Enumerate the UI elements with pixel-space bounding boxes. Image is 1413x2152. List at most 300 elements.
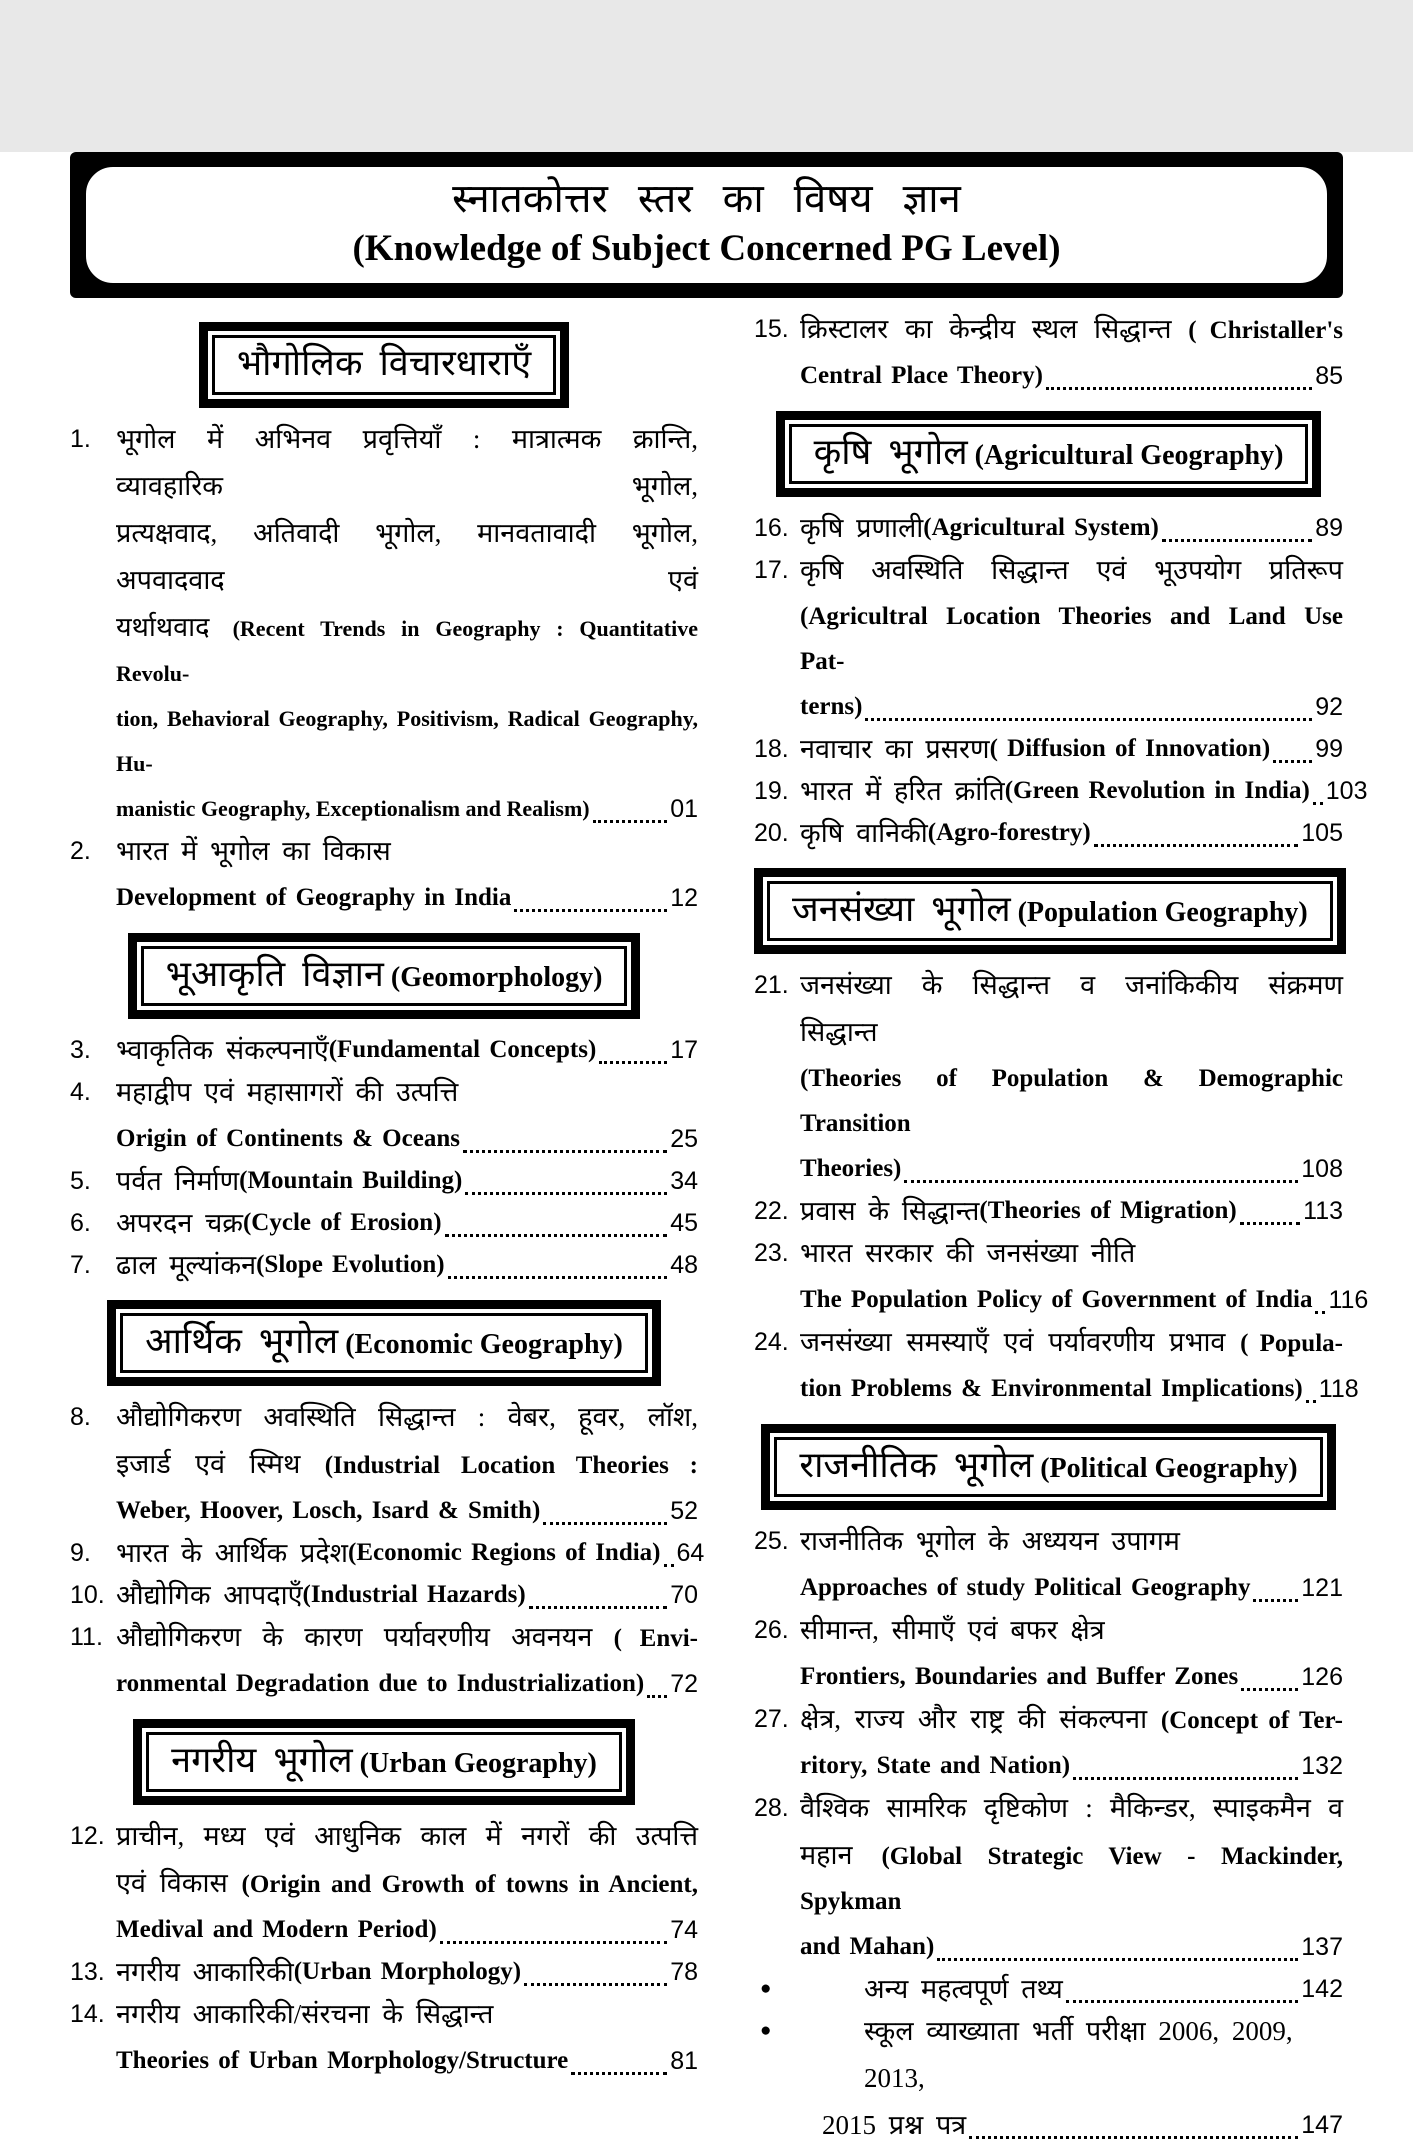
english-text: Development of Geography in India	[116, 884, 512, 911]
section-header	[767, 881, 1333, 941]
toc-line	[800, 1609, 1343, 1656]
hindi-text: प्रवास के सिद्धान्त	[800, 1196, 980, 1226]
english-text: (Industrial Location Theories :	[324, 1452, 698, 1479]
page-number: 132	[1301, 1752, 1343, 1780]
toc-item	[70, 1616, 698, 1705]
item-text	[800, 728, 1343, 770]
toc-line	[116, 2040, 698, 2082]
page-number: 12	[670, 884, 698, 912]
toc-line	[116, 1490, 698, 1532]
item-text	[116, 1574, 698, 1616]
english-text: Origin of Continents & Oceans	[116, 1125, 460, 1152]
toc-line	[116, 1244, 698, 1286]
hindi-text: भारत के आर्थिक प्रदेश	[116, 1538, 349, 1568]
page-number: 81	[670, 2047, 698, 2075]
page-number: 92	[1315, 693, 1343, 721]
english-text: Approaches of study Political Geography	[800, 1574, 1251, 1601]
item-number: 16.	[754, 514, 789, 542]
english-text: Theories of Urban Morphology/Structure	[116, 2047, 569, 2074]
toc-item	[70, 1951, 698, 1993]
page-number: 89	[1315, 514, 1343, 542]
toc-line	[800, 1232, 1343, 1279]
toc-line	[800, 728, 1343, 770]
toc-line	[800, 1787, 1343, 1834]
dot-leader	[969, 2104, 1298, 2139]
item-text	[800, 1520, 1343, 1609]
item-number: 28.	[754, 1794, 789, 1822]
english-text: (Agricultral Location Theories and Land Use Pat-	[800, 603, 1343, 675]
toc-line	[800, 549, 1343, 596]
item-number: 23.	[754, 1239, 789, 1267]
dot-leader	[448, 1244, 668, 1279]
item-number: 15.	[754, 315, 789, 343]
item-text	[116, 1815, 698, 1951]
dot-leader	[1073, 1745, 1298, 1780]
hindi-text: अन्य महत्वपूर्ण तथ्य	[864, 1974, 1063, 2004]
hindi-text: एवं विकास	[116, 1868, 242, 1898]
english-text: Theories)	[800, 1155, 902, 1182]
item-text	[116, 1951, 698, 1993]
toc-item	[754, 1698, 1343, 1787]
toc-line	[822, 1968, 1343, 2010]
toc-line	[800, 1058, 1343, 1148]
toc-item	[754, 308, 1343, 397]
hindi-text: नवाचार का प्रसरण	[800, 734, 990, 764]
toc-line	[116, 877, 698, 919]
toc-line	[116, 512, 698, 606]
toc-line	[116, 1396, 698, 1443]
section-header	[146, 1732, 622, 1792]
toc-item	[754, 1190, 1343, 1232]
item-text	[116, 1202, 698, 1244]
toc-item	[754, 507, 1343, 549]
toc-line	[116, 418, 698, 512]
dot-leader	[514, 877, 667, 912]
toc-item	[754, 1787, 1343, 1968]
english-text: (Origin and Growth of towns in Ancient,	[241, 1871, 698, 1898]
english-text: (Global Strategic View - Mackinder, Spykman	[800, 1843, 1343, 1915]
toc-line	[800, 1656, 1343, 1698]
english-text: manistic Geography, Exceptionalism and Realism)	[116, 796, 590, 821]
toc-item	[70, 1532, 705, 1574]
hindi-text: 2015 प्रश्न पत्र	[822, 2110, 967, 2140]
hindi-text: यर्थाथवाद	[116, 612, 233, 642]
toc-line	[800, 1520, 1343, 1567]
toc-line	[800, 1926, 1343, 1968]
english-text: (Theories of Population & Demographic Transition	[800, 1065, 1343, 1137]
item-text	[800, 812, 1343, 854]
english-text: (Industrial Hazards)	[302, 1581, 526, 1608]
english-text: The Population Policy of Government of India	[800, 1286, 1313, 1313]
dot-leader	[1066, 1968, 1299, 2003]
english-text: ( Popula-	[1240, 1330, 1343, 1357]
dot-leader	[524, 1951, 667, 1986]
toc-item	[70, 1993, 698, 2082]
hindi-text: नगरीय आकारिकी	[116, 1957, 294, 1987]
toc-item	[70, 830, 698, 919]
toc-line	[116, 1118, 698, 1160]
section-header	[212, 335, 556, 395]
dot-leader	[1306, 1368, 1316, 1403]
item-text	[800, 964, 1343, 1190]
dot-leader	[904, 1148, 1298, 1183]
dot-leader	[465, 1160, 667, 1195]
page-number: 147	[1301, 2111, 1343, 2139]
item-number: 24.	[754, 1328, 789, 1356]
toc-line	[116, 1616, 698, 1663]
hindi-text: क्रिस्टालर का केन्द्रीय स्थल सिद्धान्त	[800, 314, 1189, 344]
toc-item	[70, 1071, 698, 1160]
toc-line	[116, 1815, 698, 1862]
section-title-hindi: भौगोलिक विचारधाराएँ	[236, 343, 532, 383]
hindi-text: कृषि प्रणाली	[800, 513, 924, 543]
english-text: ( Envi-	[613, 1625, 698, 1652]
english-text: (Economic Regions of India)	[348, 1539, 661, 1566]
toc-line	[116, 1993, 698, 2040]
toc-item	[70, 1574, 698, 1616]
toc-line	[800, 1567, 1343, 1609]
toc-line	[116, 606, 698, 698]
section-header	[774, 1437, 1322, 1497]
section-title-hindi: कृषि भूगोल	[813, 432, 968, 472]
english-text: Weber, Hoover, Losch, Isard & Smith)	[116, 1497, 541, 1524]
toc-line	[800, 1279, 1369, 1321]
english-text: and Mahan)	[800, 1933, 935, 1960]
toc-item	[70, 1815, 698, 1951]
toc-bullet-item	[754, 2010, 1343, 2146]
toc-line	[116, 830, 698, 877]
page-number: 01	[670, 795, 698, 823]
english-text: Central Place Theory)	[800, 362, 1043, 389]
toc-item	[754, 549, 1343, 728]
dot-leader	[1094, 812, 1299, 847]
dot-leader	[1315, 1279, 1325, 1314]
toc-line	[800, 812, 1343, 854]
toc-line	[822, 2104, 1343, 2146]
dot-leader	[1240, 1190, 1300, 1225]
english-text: terns)	[800, 693, 863, 720]
dot-leader	[440, 1909, 667, 1944]
hindi-text: भारत में भूगोल का विकास	[116, 836, 391, 866]
english-text: (Agricultural System)	[923, 514, 1159, 541]
item-number: 2.	[70, 837, 91, 865]
item-text	[116, 1532, 705, 1574]
section-title-english: (Geomorphology)	[383, 962, 603, 993]
english-text: (Cycle of Erosion)	[242, 1209, 442, 1236]
section-title-hindi: आर्थिक भूगोल	[145, 1321, 339, 1361]
item-number: 25.	[754, 1527, 789, 1555]
hindi-text: स्कूल व्याख्याता भर्ती परीक्षा 2006, 2009, 2013,	[864, 2016, 1293, 2093]
section-header-box	[761, 1424, 1335, 1510]
item-text	[800, 1698, 1343, 1787]
item-number: 18.	[754, 735, 789, 763]
page-number: 70	[670, 1581, 698, 1609]
item-text	[800, 770, 1368, 812]
page-number: 121	[1301, 1574, 1343, 1602]
english-text: (Theories of Migration)	[979, 1197, 1237, 1224]
item-number: 14.	[70, 2000, 105, 2028]
hindi-text: सीमान्त, सीमाएँ एवं बफर क्षेत्र	[800, 1615, 1105, 1645]
page-number: 52	[670, 1497, 698, 1525]
english-text: ritory, State and Nation)	[800, 1752, 1071, 1779]
section-title-english: (Political Geography)	[1033, 1453, 1298, 1484]
page-number: 25	[670, 1125, 698, 1153]
toc-line	[116, 1202, 698, 1244]
title-card	[83, 164, 1330, 286]
dot-leader	[647, 1663, 667, 1698]
item-text	[116, 1396, 698, 1532]
toc-line	[800, 1148, 1343, 1190]
toc-line	[116, 1029, 698, 1071]
item-number: 6.	[70, 1209, 91, 1237]
toc-right-column	[754, 308, 1369, 2146]
section-header-box	[107, 1300, 661, 1386]
hindi-text: भारत में हरित क्रांति	[800, 776, 1005, 806]
item-text	[800, 1190, 1343, 1232]
section-header	[789, 424, 1309, 484]
section-header-box	[133, 1719, 635, 1805]
section-header	[120, 1313, 648, 1373]
toc-line	[800, 1745, 1343, 1787]
toc-line	[116, 1443, 698, 1490]
english-text: ronmental Degradation due to Industrialization)	[116, 1670, 645, 1697]
hindi-text: भूगोल में अभिनव प्रवृत्तियाँ : मात्रात्मक क्रान्ति, व्यावहारिक भूगोल,	[116, 424, 698, 501]
item-number: 5.	[70, 1167, 91, 1195]
dot-leader	[571, 2040, 667, 2075]
page-number: 137	[1301, 1933, 1343, 1961]
toc-line	[116, 698, 698, 788]
page-number: 126	[1301, 1663, 1343, 1691]
section-header-box	[754, 868, 1346, 954]
section-title-english: (Economic Geography)	[338, 1329, 623, 1360]
dot-leader	[529, 1574, 668, 1609]
item-number: 10.	[70, 1581, 105, 1609]
item-text	[116, 1616, 698, 1705]
item-text	[116, 1071, 698, 1160]
section-header-box	[128, 933, 641, 1019]
page-number: 113	[1303, 1197, 1343, 1225]
page-number: 108	[1301, 1155, 1343, 1183]
item-number: 13.	[70, 1958, 105, 1986]
hindi-text: अपरदन चक्र	[116, 1208, 243, 1238]
toc-line	[800, 308, 1343, 355]
toc-line	[116, 1951, 698, 1993]
toc-left-column	[70, 308, 705, 2146]
toc-line	[822, 2010, 1343, 2104]
toc-line	[116, 1663, 698, 1705]
hindi-text: पर्वत निर्माण	[116, 1166, 240, 1196]
dot-leader	[865, 686, 1312, 721]
page-number: 105	[1301, 819, 1343, 847]
toc-item	[70, 1160, 698, 1202]
hindi-text: प्राचीन, मध्य एवं आधुनिक काल में नगरों की उत्पत्ति	[116, 1821, 698, 1851]
english-text: (Green Revolution in India)	[1004, 777, 1310, 804]
page-number: 116	[1328, 1286, 1369, 1314]
toc-item	[70, 1202, 698, 1244]
toc-item	[70, 1396, 698, 1532]
dot-leader	[664, 1532, 674, 1567]
page-number: 34	[670, 1167, 698, 1195]
hindi-text: औद्योगिकरण के कारण पर्यावरणीय अवनयन	[116, 1622, 614, 1652]
hindi-text: औद्योगिकरण अवस्थिति सिद्धान्त : वेबर, हूवर, लॉश,	[116, 1402, 698, 1432]
hindi-text: प्रत्यक्षवाद, अतिवादी भूगोल, मानवतावादी भूगोल, अपवादवाद एवं	[116, 518, 698, 595]
section-title-hindi: भूआकृति विज्ञान	[165, 954, 384, 994]
page-number: 64	[676, 1539, 705, 1567]
toc-line	[800, 596, 1343, 686]
item-number: 22.	[754, 1197, 789, 1225]
toc-line	[116, 788, 698, 830]
item-text	[822, 1968, 1343, 2010]
hindi-text: भ्वाकृतिक संकल्पनाएँ	[116, 1035, 329, 1065]
page-number: 72	[670, 1670, 698, 1698]
section-title-hindi: जनसंख्या भूगोल	[792, 889, 1011, 929]
toc-item	[754, 1609, 1343, 1698]
dot-leader	[1253, 1567, 1298, 1602]
hindi-text: औद्योगिक आपदाएँ	[116, 1580, 303, 1610]
toc-line	[800, 964, 1343, 1058]
toc-line	[800, 1698, 1343, 1745]
dot-leader	[593, 788, 668, 823]
english-text: (Mountain Building)	[239, 1167, 463, 1194]
dot-leader	[1313, 770, 1323, 805]
toc-line	[116, 1862, 698, 1909]
hindi-text: कृषि वानिकी	[800, 818, 928, 848]
item-text	[800, 1787, 1343, 1968]
toc-item	[754, 1321, 1359, 1410]
item-number: 8.	[70, 1403, 91, 1431]
page-number: 99	[1315, 735, 1343, 763]
toc-columns	[70, 308, 1369, 2146]
toc-line	[800, 686, 1343, 728]
toc-line	[116, 1071, 698, 1118]
english-text: (Fundamental Concepts)	[328, 1036, 597, 1063]
toc-line	[800, 1190, 1343, 1232]
section-title-english: (Agricultural Geography)	[967, 440, 1284, 471]
page-number: 74	[670, 1916, 698, 1944]
dot-leader	[599, 1029, 667, 1064]
page-title-english: (Knowledge of Subject Concerned PG Level)	[352, 228, 1061, 269]
title-banner	[70, 152, 1343, 298]
item-number: 19.	[754, 777, 789, 805]
toc-item	[754, 728, 1343, 770]
item-number: 17.	[754, 556, 789, 584]
hindi-text: जनसंख्या के सिद्धान्त व जनांकिकीय संक्रमण सिद्धान्त	[800, 970, 1343, 1047]
page-number: 17	[670, 1036, 698, 1064]
page-number: 103	[1325, 777, 1368, 805]
english-text: (Urban Morphology)	[293, 1958, 522, 1985]
item-number: 11.	[70, 1623, 103, 1651]
book-toc-page	[0, 152, 1413, 2152]
bullet-icon: ●	[760, 1978, 772, 1999]
hindi-text: इजार्ड एवं स्मिथ	[116, 1449, 325, 1479]
english-text: tion Problems & Environmental Implications)	[800, 1375, 1303, 1402]
item-number: 4.	[70, 1078, 91, 1106]
section-header-box	[199, 322, 569, 408]
toc-line	[800, 507, 1343, 549]
toc-item	[754, 770, 1368, 812]
item-text	[116, 1160, 698, 1202]
item-text	[116, 1029, 698, 1071]
toc-line	[800, 1834, 1343, 1926]
english-text: ( Diffusion of Innovation)	[989, 735, 1271, 762]
item-text	[116, 1993, 698, 2082]
toc-line	[116, 1574, 698, 1616]
dot-leader	[1273, 728, 1312, 763]
item-text	[116, 418, 698, 830]
bullet-icon: ●	[760, 2020, 772, 2041]
section-header	[141, 946, 628, 1006]
page-number: 85	[1315, 362, 1343, 390]
dot-leader	[1162, 507, 1312, 542]
item-number: 21.	[754, 971, 789, 999]
item-text	[800, 1321, 1359, 1410]
item-text	[800, 1609, 1343, 1698]
section-title-hindi: नगरीय भूगोल	[171, 1740, 353, 1780]
english-text: ( Christaller's	[1188, 317, 1343, 344]
toc-item	[70, 1029, 698, 1071]
item-number: 9.	[70, 1539, 91, 1567]
dot-leader	[1046, 355, 1312, 390]
toc-line	[116, 1532, 705, 1574]
toc-item	[754, 1520, 1343, 1609]
toc-line	[800, 355, 1343, 397]
english-text: (Agro-forestry)	[927, 819, 1091, 846]
item-text	[116, 1244, 698, 1286]
item-text	[116, 830, 698, 919]
toc-line	[800, 1321, 1343, 1368]
item-text	[800, 308, 1343, 397]
toc-item	[754, 1232, 1369, 1321]
page-number: 48	[670, 1251, 698, 1279]
item-text	[800, 549, 1343, 728]
item-number: 12.	[70, 1822, 105, 1850]
english-text: Medival and Modern Period)	[116, 1916, 437, 1943]
page-number: 118	[1318, 1375, 1359, 1403]
section-title-english: (Urban Geography)	[352, 1748, 597, 1779]
hindi-text: राजनीतिक भूगोल के अध्ययन उपागम	[800, 1526, 1180, 1556]
hindi-text: वैश्विक सामरिक दृष्टिकोण : मैकिन्डर, स्पाइकमैन व	[800, 1793, 1343, 1823]
hindi-text: क्षेत्र, राज्य और राष्ट्र की संकल्पना	[800, 1704, 1161, 1734]
item-text	[800, 1232, 1369, 1321]
section-title-hindi: राजनीतिक भूगोल	[799, 1445, 1034, 1485]
item-number: 1.	[70, 425, 91, 453]
item-number: 27.	[754, 1705, 789, 1733]
hindi-text: नगरीय आकारिकी/संरचना के सिद्धान्त	[116, 1999, 494, 2029]
hindi-text: भारत सरकार की जनसंख्या नीति	[800, 1238, 1136, 1268]
section-title-english: (Population Geography)	[1010, 897, 1308, 928]
dot-leader	[445, 1202, 668, 1237]
dot-leader	[543, 1490, 667, 1525]
page-number: 45	[670, 1209, 698, 1237]
english-text: (Recent Trends in Geography : Quantitative Revolu-	[116, 616, 698, 686]
toc-line	[116, 1909, 698, 1951]
toc-item	[754, 812, 1343, 854]
hindi-text: जनसंख्या समस्याएँ एवं पर्यावरणीय प्रभाव	[800, 1327, 1241, 1357]
toc-line	[800, 770, 1368, 812]
item-number: 3.	[70, 1036, 91, 1064]
toc-item	[70, 418, 698, 830]
toc-line	[116, 1160, 698, 1202]
dot-leader	[937, 1926, 1298, 1961]
toc-line	[800, 1368, 1359, 1410]
hindi-text: कृषि अवस्थिति सिद्धान्त एवं भूउपयोग प्रतिरूप	[800, 555, 1343, 585]
section-header-box	[776, 411, 1322, 497]
toc-item	[70, 1244, 698, 1286]
english-text: tion, Behavioral Geography, Positivism, Radical Geography, Hu-	[116, 706, 698, 776]
item-number: 7.	[70, 1251, 91, 1279]
toc-bullet-item	[754, 1968, 1343, 2010]
english-text: (Concept of Ter-	[1160, 1707, 1343, 1734]
